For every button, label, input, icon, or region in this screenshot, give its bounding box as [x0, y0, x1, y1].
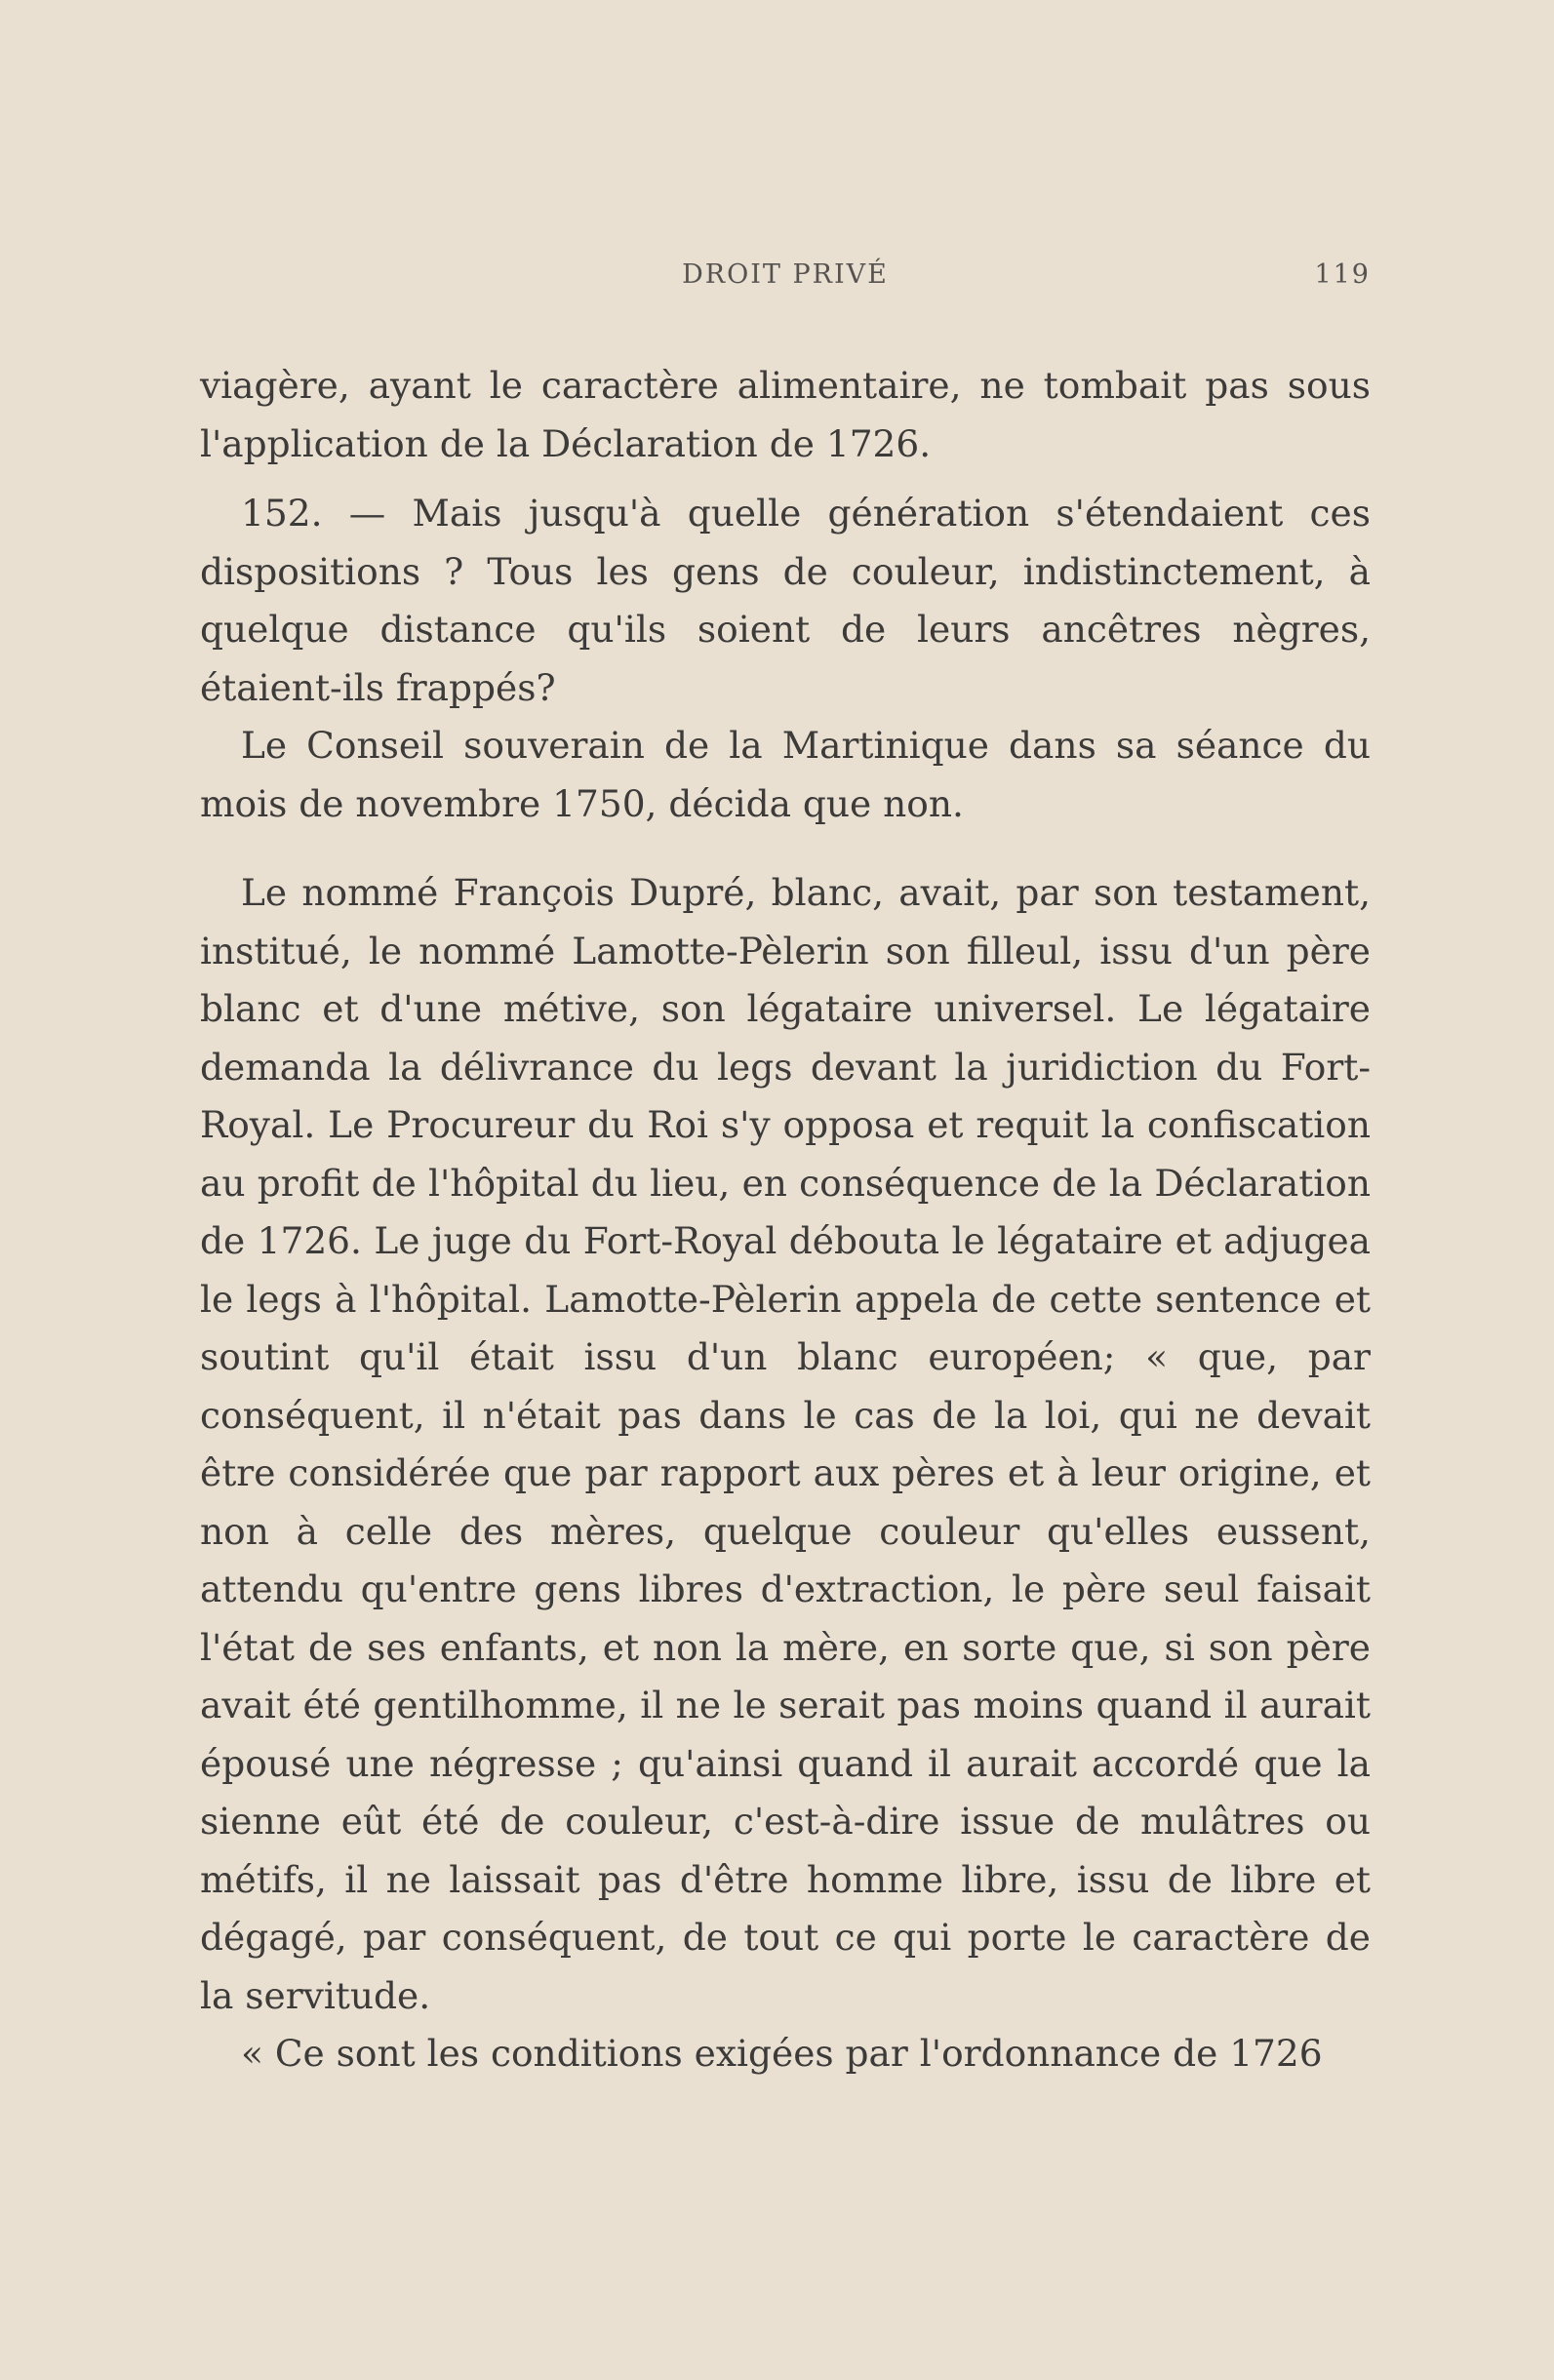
body-text — [200, 357, 1371, 2083]
running-head — [200, 259, 1371, 298]
paragraph-continuation: viagère, ayant le caractère alimentaire, ne tombait pas sous l'application de la Déclaration de 1726. — [200, 364, 1371, 465]
running-title: DROIT PRIVÉ — [682, 259, 889, 290]
paragraph-dupre: Le nommé François Dupré, blanc, avait, par son testament, institué, le nommé Lamotte-Pèlerin son filleul, issu d'un père blanc et d'une métive, son légataire universel. Le légataire demanda la délivrance du legs devant la juridiction du Fort-Royal. Le Procureur du Roi s'y opposa et requit la confiscation au profit de l'hôpital du lieu, en conséquence de la Déclaration de 1726. Le juge du Fort-Royal débouta le légataire et adjugea le legs à l'hôpital. Lamotte-Pèlerin appela de cette sentence et soutint qu'il était issu d'un blanc européen; « que, par conséquent, il n'était pas dans le cas de la loi, qui ne devait être considérée que par rapport aux pères et à leur origine, et non à celle des mères, quelque couleur qu'elles eussent, attendu qu'entre gens libres d'extraction, le père seul faisait l'état de ses enfants, et non la mère, en sorte que, si son père avait été gentilhomme, il ne le serait pas moins quand il aurait épousé une négresse ; qu'ainsi quand il aurait accordé que la sienne eût été de couleur, c'est-à-dire issue de mulâtres ou métifs, il ne laissait pas d'être homme libre, issu de libre et dégagé, par conséquent, de tout ce qui porte le caractère de la servitude. — [200, 871, 1371, 2017]
paragraph-quote: « Ce sont les conditions exigées par l'ordonnance de 1726 — [241, 2032, 1323, 2075]
paragraph-152: 152. — Mais jusqu'à quelle génération s'étendaient ces dispositions ? Tous les gens de couleur, indistinctement, à quelque distance qu'ils soient de leurs ancêtres nègres, étaient-ils frappés? — [200, 492, 1371, 709]
page-number: 119 — [1314, 259, 1371, 290]
paragraph-conseil: Le Conseil souverain de la Martinique dans sa séance du mois de novembre 1750, décida que non. — [200, 724, 1371, 825]
